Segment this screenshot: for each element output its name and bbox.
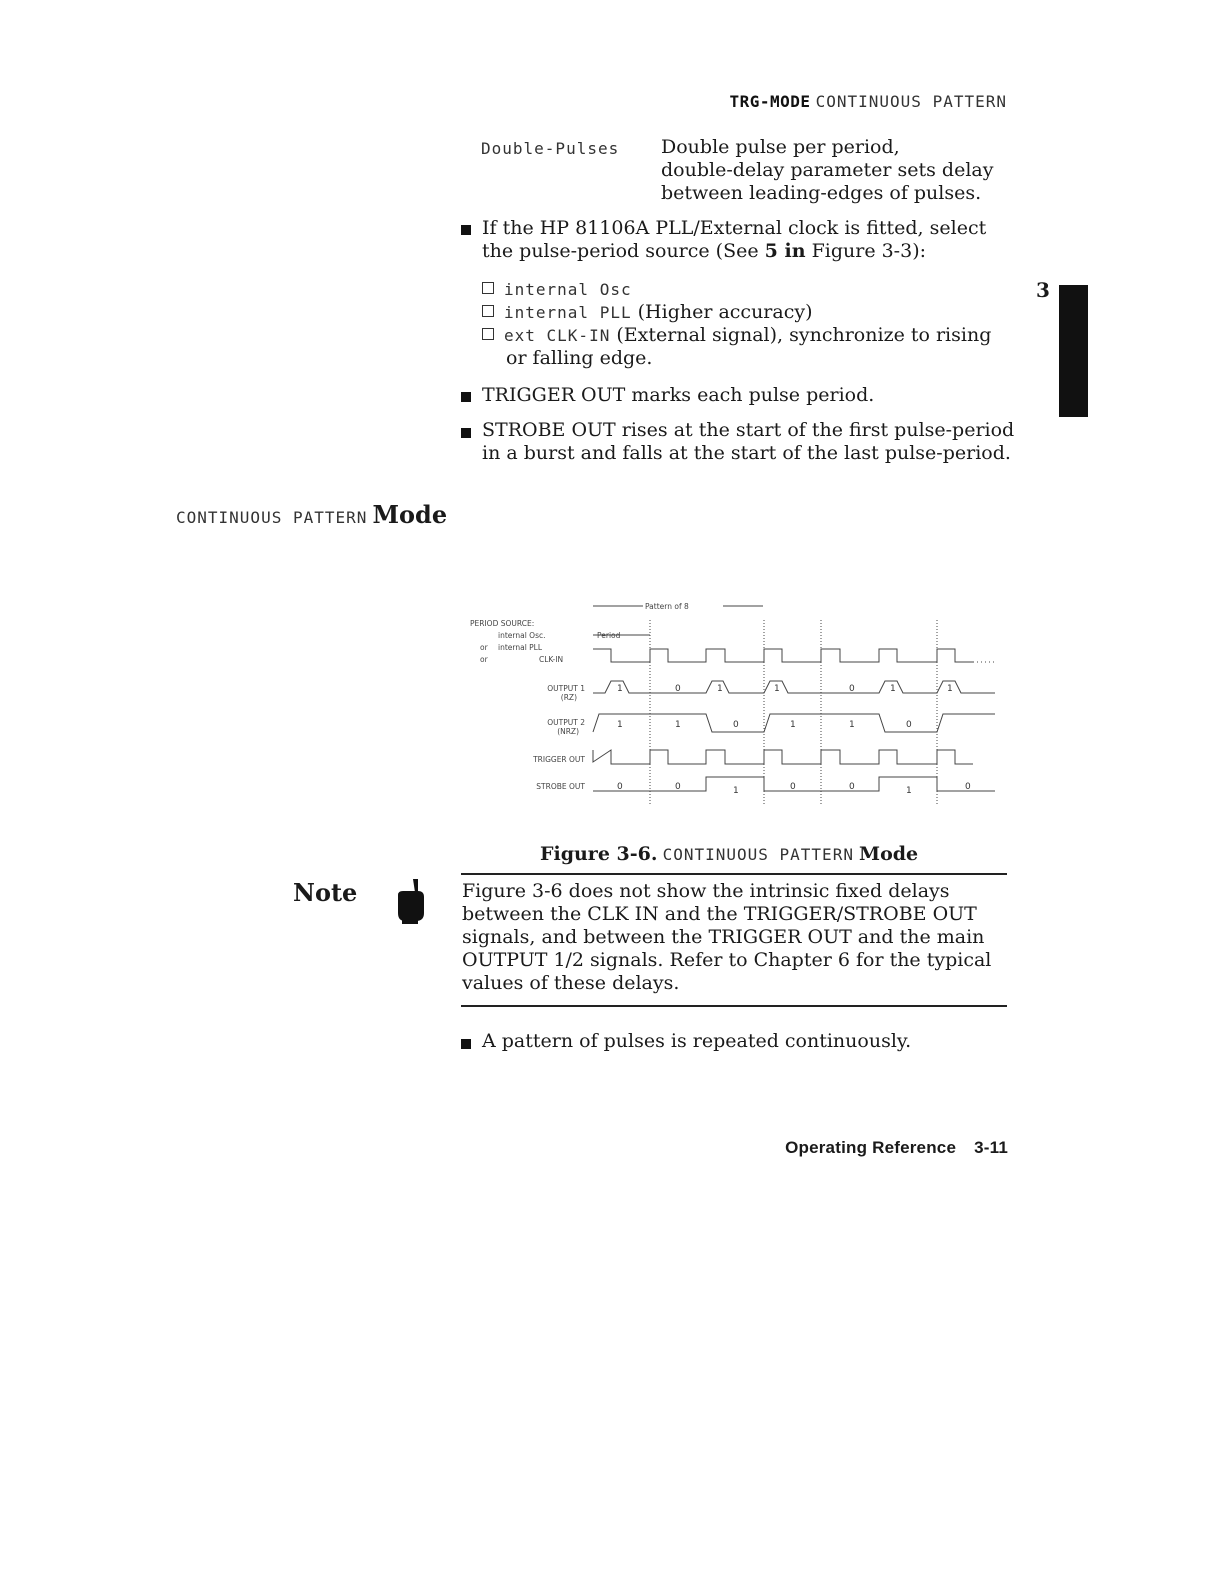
double-pulses-desc-line: between leading-edges of pulses.	[661, 182, 982, 204]
period-source-options	[482, 278, 991, 370]
note-line: signals, and between the TRIGGER OUT and the main	[462, 926, 985, 948]
period-source-clk: CLK-IN	[539, 655, 564, 664]
note-body	[462, 880, 991, 995]
strobe-bit: 0	[849, 782, 855, 792]
out1-bit: 0	[675, 684, 681, 694]
option-code: internal Osc	[504, 280, 632, 299]
output2-label: OUTPUT 2	[547, 718, 585, 727]
out1-bit: 0	[849, 684, 855, 694]
figure-code: CONTINUOUS PATTERN	[662, 845, 854, 864]
clk-waveform	[593, 649, 973, 662]
out1-bit: 1	[617, 684, 623, 694]
chapter-thumb-tab	[1059, 285, 1088, 417]
figure-word: Mode	[859, 843, 919, 865]
pll-line2-pre: the pulse-period source (See	[482, 240, 765, 262]
page-number: 3-11	[974, 1138, 1008, 1157]
period-source-or: or	[480, 655, 488, 664]
trigger-waveform	[593, 750, 973, 764]
strobe-bit: 0	[790, 782, 796, 792]
note-top-rule	[461, 873, 1007, 875]
figure-label: Figure 3-6.	[540, 843, 658, 865]
option-internal-osc	[482, 278, 991, 301]
note-line: between the CLK IN and the TRIGGER/STROBE OUT	[462, 903, 977, 925]
section-heading	[176, 500, 447, 529]
note-line: OUTPUT 1/2 signals. Refer to Chapter 6 for the typical	[462, 949, 992, 971]
pll-line2-bold: 5 in	[764, 240, 806, 262]
trigger-bullet-text: TRIGGER OUT marks each pulse period.	[482, 384, 875, 406]
pll-bullet-line	[482, 240, 986, 263]
pattern-label: Pattern of 8	[645, 602, 689, 611]
strobe-bullet-line: STROBE OUT rises at the start of the first pulse-period	[482, 419, 1015, 441]
timing-diagram	[465, 595, 1010, 810]
note-line: values of these delays.	[462, 972, 680, 994]
out2-bit: 1	[849, 720, 855, 730]
note-title: Note	[293, 878, 358, 907]
figure-caption	[540, 843, 918, 865]
out1-bit: 1	[774, 684, 780, 694]
footer-title: Operating Reference	[785, 1138, 957, 1157]
strobe-bullet-line: in a burst and falls at the start of the last pulse-period.	[482, 442, 1011, 464]
checkbox-icon	[482, 282, 494, 294]
pll-bullet-text	[482, 217, 986, 263]
strobe-bullet-text	[482, 419, 1014, 465]
bullet-marker	[461, 225, 471, 235]
pointing-hand-icon	[394, 877, 430, 925]
bullet-marker	[461, 1039, 471, 1049]
double-pulses-description	[661, 136, 993, 205]
period-label: Period	[597, 631, 621, 640]
strobe-label: STROBE OUT	[536, 782, 585, 791]
strobe-bit: 0	[617, 782, 623, 792]
strobe-bit: 1	[733, 786, 739, 796]
checkbox-icon	[482, 328, 494, 340]
out2-bit: 0	[906, 720, 912, 730]
out1-bit: 1	[947, 684, 953, 694]
option-text: (Higher accuracy)	[631, 301, 813, 323]
page-footer	[785, 1138, 1008, 1158]
option-code: ext CLK-IN	[504, 326, 611, 345]
output1-waveform	[593, 681, 995, 693]
bullet-marker	[461, 428, 471, 438]
out1-bit: 1	[717, 684, 723, 694]
bullet-marker	[461, 392, 471, 402]
option-continuation: or falling edge.	[506, 347, 653, 369]
chapter-number: 3	[1036, 278, 1050, 302]
output2-sub: (NRZ)	[557, 727, 579, 736]
out2-bit: 1	[617, 720, 623, 730]
strobe-bit: 0	[675, 782, 681, 792]
out2-bit: 0	[733, 720, 739, 730]
option-ext-clk-in	[482, 324, 991, 347]
pll-line2-post: Figure 3-3):	[805, 240, 927, 262]
output1-label: OUTPUT 1	[547, 684, 585, 693]
trigger-label: TRIGGER OUT	[533, 755, 585, 764]
period-source-or: or	[480, 643, 488, 652]
section-heading-code: CONTINUOUS PATTERN	[176, 508, 368, 527]
note-line: Figure 3-6 does not show the intrinsic fixed delays	[462, 880, 950, 902]
running-header-mode: CONTINUOUS PATTERN	[815, 92, 1007, 111]
pattern-bullet-text: A pattern of pulses is repeated continuously.	[482, 1030, 912, 1052]
strobe-bit: 1	[906, 786, 912, 796]
option-internal-pll	[482, 301, 991, 324]
out2-bit: 1	[790, 720, 796, 730]
period-source-pll: internal PLL	[498, 643, 543, 652]
out1-bit: 1	[890, 684, 896, 694]
double-pulses-desc-line: double-delay parameter sets delay	[661, 159, 994, 181]
option-code: internal PLL	[504, 303, 632, 322]
strobe-bit: 0	[965, 782, 971, 792]
running-header-trg-mode: TRG-MODE	[729, 92, 811, 111]
option-text: (External signal), synchronize to rising	[610, 324, 992, 346]
pll-bullet-line: If the HP 81106A PLL/External clock is fitted, select	[482, 217, 987, 239]
out2-bit: 1	[675, 720, 681, 730]
period-source-osc: internal Osc.	[498, 631, 546, 640]
checkbox-icon	[482, 305, 494, 317]
double-pulses-term: Double-Pulses	[481, 139, 620, 158]
running-header	[729, 92, 1007, 111]
output1-sub: (RZ)	[560, 693, 577, 702]
period-source-title: PERIOD SOURCE:	[470, 619, 535, 628]
section-heading-word: Mode	[372, 500, 448, 529]
note-bottom-rule	[461, 1005, 1007, 1007]
double-pulses-desc-line: Double pulse per period,	[661, 136, 900, 158]
